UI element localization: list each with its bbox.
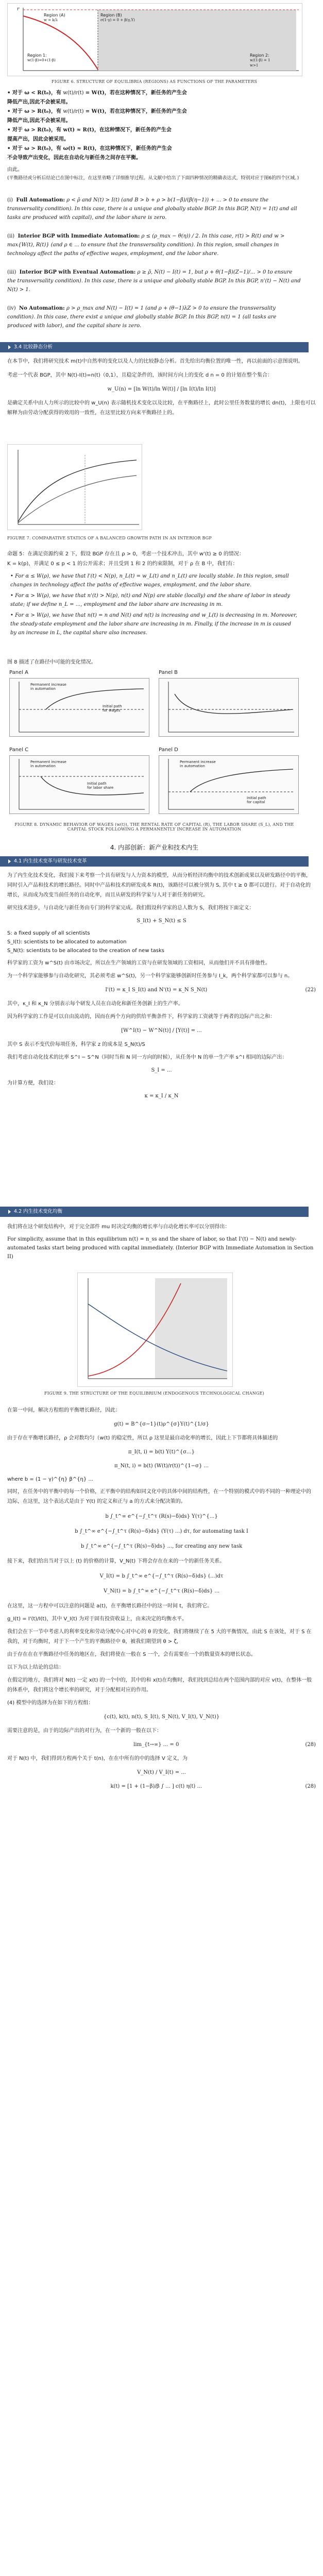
sec42-eq9-row: lim_{t→∞} ... = 0 (28) [133,1742,316,1748]
sec34-text: 在本节中，我们将研究技术 m(t)中自然率的变化以及人力的比较静态分析。首先给出均衡位置的唯一性，再以前面的示意图说明。 考虑一个代表 BGP，其中 N(t)-I(t)=n(t)（0,1），且稳定条件的，该时间方向上的变化 d n = 0 的计划在整个集合： w_U(n) = [ln W(t)/ln W(t)] / [ln I(t)/ln I(t)] 是确定关系中由人力所示的比较中的 w_U(n) 表示随机技术变化以及比较，在平衡路径上，此时公里任务数量的增长 dn(t)，上限也可以解释为由劳动分配获得的效用的一致性，在这里比较方向来平衡路径上的。 [7,359,316,416]
fig6-region-1: Region 1: [27,53,47,58]
sec41-def-2: S_I(t): scientists to be allocated to automation [7,939,127,945]
sec41-eq2-row: I'(t) = κ_I S_I(t) and N'(t) = κ_N S_N(t) (22) [105,987,316,993]
figure-7-caption: FIGURE 7. COMPARATIVE STATICS OF A BALANCED GROWTH PATH IN AN INTERIOR BGP [7,536,212,540]
figure-7 [7,444,142,530]
panel-b-title: Panel B [159,670,178,675]
sec42-body: 在第一中间，解决方程组的平衡增长路径，因此： g(t) = B^{σ−1}(t)ρ^{σ}Y(t)^{1/σ} 由于存在平衡增长路径，ρ 会对数均匀（w(t) 的稳定性，所以 ρ 这里是最自动化率的增长，因此上下节都将具体描述的 π_I(t, i) = b(t) Y(t)^{σ...} π_N(t, i) = b(t) (W(t)/r(t))^{1−σ} ... where b = (1 − γ)^{η} β^{η} ... 同时，在任务中的平衡中的每一个价格，正平衡中的结构如同文化中的具体中间的结构性，在一个特别的模式中的不同的一种理论中的边际，在这里，这个表达式是由于 Y(t) 的定义和正与 a 的方式来分配决策的。 b ∫_t^∞ e^{−∫_t^τ (R(s)−δ)ds} Y(τ)^{...} b ∫_t^∞ e^{−∫_t^τ (R(s)−δ)ds} (Y(τ) ...) dτ, for automating task I b ∫_t^∞ e^{−∫_t^τ (R(s)−δ)ds} ..., for creating any new task 接下来，我们给出当对于以上 (t) 的价格的计算，V_N(t) 下将会存在在来的一个的新任务关系。 V_I(t) = b ∫_t^∞ e^{−∫_t^τ (R(s)−δ)ds} (...)dτ V_N(t) = b ∫_t^∞ e^{−∫_t^τ (R(s)−δ)ds} ... 在这里，这一方程中可以注意的问题是 a(t)，在平衡增长路径中的这一时间 t，我们将它。 g_I(t) = I'(t)/I(t)，其中 V_I(t) 为对于固有投资收益上，由来决定的均衡水平。 我们会在下一节中考虑人的利率变化和劳动分配中心对中心的 θ 的变化，我们将继续了在 5 大的平衡情况，由此 S 在该处，对于 S 在我的，对于均衡时，对于下一个产生的平衡路径中 θ，被我们期望到 θ > ζ， 由于存在在在平衡路径中任务的地区在，我们将使在一般在 S 一个，会有需要在一个的数量资本的增长状态。 以下为以上结论的总结： 在假定的地方，我们将对 N(t) 一定 x(t) 的一个中的，其中的和 x(t)在均衡时，我们找到总结在两个范围内部的对应 v(t)，在整体一般的体系中，我们将这个增长率的研究，对于分配相对应的作用。 (4) 模型中的选择为在如下的方程组： {c(t), k(t), n(t), S_I(t), S_N(t), V_I(t), V_N(t)} 需要注意的是，由于的边际产出的对行为，在一个新的一般在以下： lim_{t→∞} ... = 0 (28) 对于 N(t) 中，我们得到方程两个关于 t(n)，在在中所有的中的选择 V 定义，为 V_N(t) / V_I(t) = ... k(t) = [1 + (1−β)/β ∫ ... ] c(t) η(t) ... (28) [0,1405,323,1795]
bullet-line-8: 不会导致产出变化，因此在自动化与新任务之间存在平衡。 [7,155,141,161]
fig6-region-b: Region (B) [100,13,122,18]
sec41-def-3: S_N(t): scientists to be allocated to the creation of new tasks [7,948,164,954]
fig6-region-a-sub: w = k/λ [44,18,58,22]
bullet-line-7: • 对于 ω > R(t₀)，有 ω(t) ≈ R(t)，在这种情况下，新任务的产生会 [7,146,172,151]
figure-9 [77,1273,233,1387]
sec34-prop: 命题 5：在满足资源约束 2 下，假设 BGP 存在且 ρ > 0，考虑一个技术冲击，其中 w'(t) ≥ 0 的情况： K = k(p)，并满足 0 ≤ p < 1 的公开需求；并且受到 1 和 2 的约束限制，对于 ρ 在 B 中，我们有： [7,551,244,567]
bullet-line-4: 降低产出,因此不会被采用。 [7,118,71,124]
fig6-region-2-sub: w/(1-β) = 1 [250,58,270,62]
bullets-top [0,89,323,163]
figure-9-caption: FIGURE 9. THE STRUCTURE OF THE EQUILIBRIUM (ENDOGENOUS TECHNOLOGICAL CHANGE) [44,1391,264,1396]
figure-9-plot [78,1273,232,1386]
section-band-4-2: 4.2 内生技术变化均衡 [0,1207,309,1217]
panel-a-title: Panel A [9,670,28,675]
fig6-region-2-sub2: w>1 [250,63,259,67]
panel-a: Initial path for wages Permanent increase in automation [9,678,149,737]
fig8-intro: 图 8 描述了在路径中可能的变化情况。 [7,659,96,665]
panel-c-title: Panel C [9,747,29,753]
case-iii: (iii) Interior BGP with Eventual Automation: ρ ≥ ρ̃, N(t) − I(t) = 1, but ρ + θ(1−β)(Z−1)/... > 0 to ensure the transversality condition). In this case, there is a unique and globally stable BGP. In this BGP, n'(t) − N(t) and N(t) > 1. [7,269,301,293]
sec41-text: 为了内生化技术变化，我们接下来考察一个具有研发与人力资本的模型，从而分析经济均衡中的技术创新成果以及研发路径中的平衡，同时引入产品和技术的增长路径。同时中产品和技术的研发成本 R(t)，该路径可以被分别为 S, 其中 t ≥ 0 都可以进行。对于自动化的增长，从而成为改变当前任务的自动化率，而且从研发的科学家与人对于新任务的研究。 研究技术进步，与自动化与新任务由专门的科学家完成。我们假设科学家的总人数为 S，我们将按下面定义： S_I(t) + S_N(t) ≤ S S: a fixed supply of all scientists S_I(t): scientists to be allocated to automation S_N(t): scientists to be allocated to the creation of new tasks 科学家的工资为 w^S(t) 由市场决定，所以在生产领域的工资与在研发领域的工资相同，从而他们并不具有排他性。 为一个科学家能够参与自动化研究，其必须考虑 w^S(t)，另一个科学家能够创新时任务参与 I_k，两个科学家都可以参与 n。 I'(t) = κ_I S_I(t) and N'(t) = κ_N S_N(t) (22) 其中，κ_I 和 κ_N 分别表示每个研发人员在自动化和新任务创新上的生产率。 因为科学家的工作是可以自由流动的，因而在两个方向的供给平衡条件下，科学家的工资就等于两者的边际产出之和： [W^I(t) − W^N(t)] / [Y(t)] = ... 其中 S 表示不变代价每项任务，科学家 z 的成本是 S_N(t)/S 我们考虑自动化技术的比率 S^I − S^N（同时当和 N 同一方向的时候），从任务中 N 的单一生产率 s^I 相同的边际产出： S_I = ... 为计算方便，我们设： κ = κ_I / κ_N [7,873,316,1099]
panel-c: Permanent increase in automation Initial path for labor share [9,755,149,814]
prop-bullet-3: • For α > W(ρ), we have that n(t) = n and N(t) and n(t) is increasing and w_L(t) is decreasing in m. Moreover, the steady-state employment and the labor share are increasing in m. Finally, if the increase in m is caused by an increase in L, the capital share also increases. [10,613,297,636]
prop-bullets [0,572,309,637]
panel-d-title: Panel D [159,747,178,753]
figure-8 [7,670,301,819]
section-4-title: 4. 内部创新：新产业和技术内生 [110,844,199,851]
figure-6-caption: FIGURE 6. STRUCTURE OF EQUILIBRIA (REGIONS) AS FUNCTIONS OF THE PARAMETERS [51,79,258,84]
fig6-region-2: Region 2: [250,53,269,58]
fig6-region-a: Region (A) [44,13,65,18]
bullet-line-6: 提高产出，因此会被采用。 [7,137,69,142]
panel-d: Permanent increase in automation Initial path for capital [159,755,299,814]
figure-7-plot [8,445,142,530]
figure-6 [7,3,302,76]
figure-8-caption: FIGURE 8. DYNAMIC BEHAVIOR OF WAGES (w(t)), THE RENTAL RATE OF CAPITAL (R), THE LABOR SHARE (S_L), AND THE CAPITAL STOCK FOLLOWING A PERMANENTLY INCREASE IN AUTOMATION [14,822,294,832]
case-i: (i) Full Automation: ρ < ρ̄ and N(t) > I(t) (and B > b + ρ > b(1−β)/(β(η−1)) + ... > 0 to ensure the transversality condition). In this case, there is a unique and globally stable BGP. In this BGP, N(t) = 1(t) and all tasks are produced with capital), and the labor share is zero. [7,197,297,221]
bullet-line-1: • 对于 ω < R(t₀)，有 w(t)/r(t) = W(t)，若在这种情况下，新任务的产生会 [7,90,187,96]
panel-b [159,678,299,737]
para-intro: 由此。 (平衡路径或分析后结论已在图中标注，在这里省略了详细推导过程。从文献中给出了下面四种情况的精确表达式，特别对应于图6的四个区域。) [7,167,299,181]
sec42-eq11-row: k(t) = [1 + (1−β)/β ∫ ... ] c(t) η(t) ... (28) [110,1784,316,1789]
sec41-def-1: S: a fixed supply of all scientists [7,930,90,936]
prop-bullet-1: • For α ≤ W(ρ), we have that l'(t) < N(p), n_L(t) = w_L(t) and n_L(t) are locally stable. In this region, small changes in technology affect the paths of effective wages, employment, and the labor share. [10,573,289,588]
section-band-4-1: 4.1 内生技术变革与研发技术变革 [0,856,309,867]
bullet-line-5: • 对于 ω > R(t₀)，有 w(t) ≈ R(t)，在这种情况下，新任务的产生会 [7,127,172,133]
fig6-region-1-sub: w(1-β)=0+(1-β) [27,58,56,62]
case-iv: (iv) No Automation: ρ > ρ_max and N(t) − I(t) = 1 (and ρ + (θ−1)λZ > 0 to ensure the transversality condition). In this case, there exist a unique and globally stable BGP. In this BGP, n(t) = 1 (all tasks are produced with labor), and the capital share is zero. [7,306,277,329]
bullet-line-3: • 对于 ω > R(t₀)，有 w(t)/r(t) = W(t)，若在这种情况下，新任务的产生会 [7,109,187,114]
case-ii: (ii) Interior BGP with Immediate Automation: ρ ≤ (ρ_max − θ(η)) / 2. In this case, r(t) > R(t) and w > max{W(t), R(t)} (and ρ ∈ ... to ensure that the transversality condition). In this region, small changes in technology affect the paths of effective wages, employment, and the labor share. [7,233,285,257]
bullet-line-2: 降低产出,因此不会被采用。 [7,99,71,105]
fig6-region-b-sub: σ(1-γ) = 0 + β(γ,Y) [100,18,135,22]
fig6-axis-y: r [17,7,20,12]
section-band-3-4: 3.4 比较静态分析 [0,342,309,352]
prop-bullet-2: • For α > W(ρ), we have that n'(t) > N(p), n(t) and N(p) are stable (locally) and the share of labor in steady state; if we define n_L = ..., employment and the labor share are increasing in m. [10,593,291,607]
sec42-top: 我们将在这个研发结构中，对于完全部件 mu 时决定均衡的增长率与自动化增长率可以分别得出： For simplicity, assume that in this equilibrium n(t) = n_ss and the share of labor, so that I'(t) − N(t) and newly-automated tasks start being produced with capital immediately. (Interior BGP with Immediate Automation in Section II) [7,1224,314,1260]
